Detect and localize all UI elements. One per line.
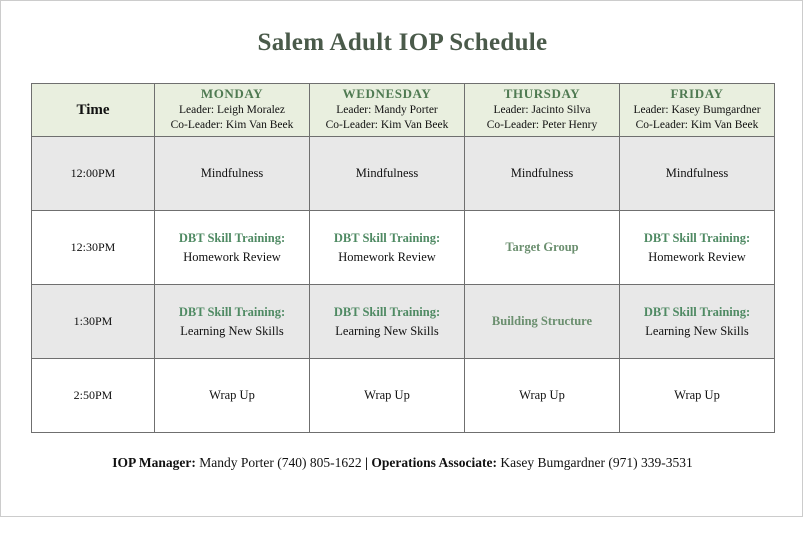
- session-cell: [620, 285, 775, 359]
- session-cell: [465, 137, 620, 211]
- session-cell: [155, 137, 310, 211]
- time-value: 12:30PM: [70, 240, 116, 254]
- day-label: WEDNESDAY: [342, 86, 432, 102]
- table-row: [32, 285, 775, 359]
- time-value: 1:30PM: [73, 314, 113, 328]
- manager-label: IOP Manager:: [112, 455, 196, 470]
- session-text: Wrap Up: [519, 388, 565, 403]
- schedule-table: [31, 83, 775, 433]
- session-text: Wrap Up: [209, 388, 255, 403]
- time-header-label: Time: [76, 101, 110, 118]
- session-cell: [620, 359, 775, 433]
- session-cell: [155, 211, 310, 285]
- column-header-thursday: [465, 84, 620, 137]
- associate-label: Operations Associate:: [371, 455, 497, 470]
- day-label: MONDAY: [200, 86, 264, 102]
- co-leader-label: Co-Leader: Kim Van Beek: [635, 119, 759, 132]
- table-body: [32, 137, 775, 433]
- session-cell: [310, 137, 465, 211]
- session-cell: [620, 211, 775, 285]
- column-header-wednesday: [310, 84, 465, 137]
- session-text: Mindfulness: [510, 166, 574, 181]
- co-leader-label: Co-Leader: Peter Henry: [486, 119, 598, 132]
- session-subtitle: Homework Review: [338, 249, 436, 264]
- session-title: DBT Skill Training:: [178, 230, 286, 245]
- column-header-time: [32, 84, 155, 137]
- session-cell: [465, 285, 620, 359]
- session-cell: [465, 211, 620, 285]
- session-title: DBT Skill Training:: [333, 230, 441, 245]
- column-header-friday: [620, 84, 775, 137]
- document-page: [1, 29, 803, 546]
- associate-value: Kasey Bumgardner (971) 339-3531: [500, 455, 693, 470]
- session-subtitle: Homework Review: [648, 249, 746, 264]
- session-cell: [310, 359, 465, 433]
- session-cell: [155, 359, 310, 433]
- leader-label: Leader: Kasey Bumgardner: [633, 103, 761, 116]
- session-text: Building Structure: [491, 314, 593, 328]
- day-label: FRIDAY: [670, 86, 724, 102]
- page-title: Salem Adult IOP Schedule: [257, 29, 548, 56]
- row-time-cell: [32, 137, 155, 211]
- day-label: THURSDAY: [503, 86, 581, 102]
- row-time-cell: [32, 359, 155, 433]
- session-cell: [620, 137, 775, 211]
- time-value: 12:00PM: [70, 166, 116, 180]
- session-title: DBT Skill Training:: [333, 304, 441, 319]
- session-cell: [465, 359, 620, 433]
- session-text: Mindfulness: [355, 166, 419, 181]
- leader-label: Leader: Jacinto Silva: [493, 103, 591, 116]
- session-text: Wrap Up: [674, 388, 720, 403]
- session-title: DBT Skill Training:: [643, 230, 751, 245]
- session-title: DBT Skill Training:: [643, 304, 751, 319]
- leader-label: Leader: Mandy Porter: [336, 103, 438, 116]
- row-time-cell: [32, 285, 155, 359]
- session-subtitle: Learning New Skills: [335, 323, 439, 338]
- table-row: [32, 359, 775, 433]
- session-subtitle: Learning New Skills: [645, 323, 749, 338]
- manager-value: Mandy Porter (740) 805-1622: [199, 455, 362, 470]
- session-text: Mindfulness: [665, 166, 729, 181]
- session-subtitle: Learning New Skills: [180, 323, 284, 338]
- footer-contacts: [31, 455, 774, 471]
- co-leader-label: Co-Leader: Kim Van Beek: [170, 119, 294, 132]
- table-row: [32, 137, 775, 211]
- co-leader-label: Co-Leader: Kim Van Beek: [325, 119, 449, 132]
- session-cell: [155, 285, 310, 359]
- footer-separator: |: [365, 455, 368, 470]
- row-time-cell: [32, 211, 155, 285]
- table-row: [32, 211, 775, 285]
- time-value: 2:50PM: [73, 388, 113, 402]
- session-cell: [310, 211, 465, 285]
- session-text: Mindfulness: [200, 166, 264, 181]
- table-header: [32, 84, 775, 137]
- header-row: [32, 84, 775, 137]
- session-text: Wrap Up: [364, 388, 410, 403]
- session-text: Target Group: [505, 240, 579, 254]
- session-title: DBT Skill Training:: [178, 304, 286, 319]
- schedule-table-container: [31, 83, 774, 433]
- session-subtitle: Homework Review: [183, 249, 281, 264]
- session-cell: [310, 285, 465, 359]
- leader-label: Leader: Leigh Moralez: [179, 103, 285, 116]
- column-header-monday: [155, 84, 310, 137]
